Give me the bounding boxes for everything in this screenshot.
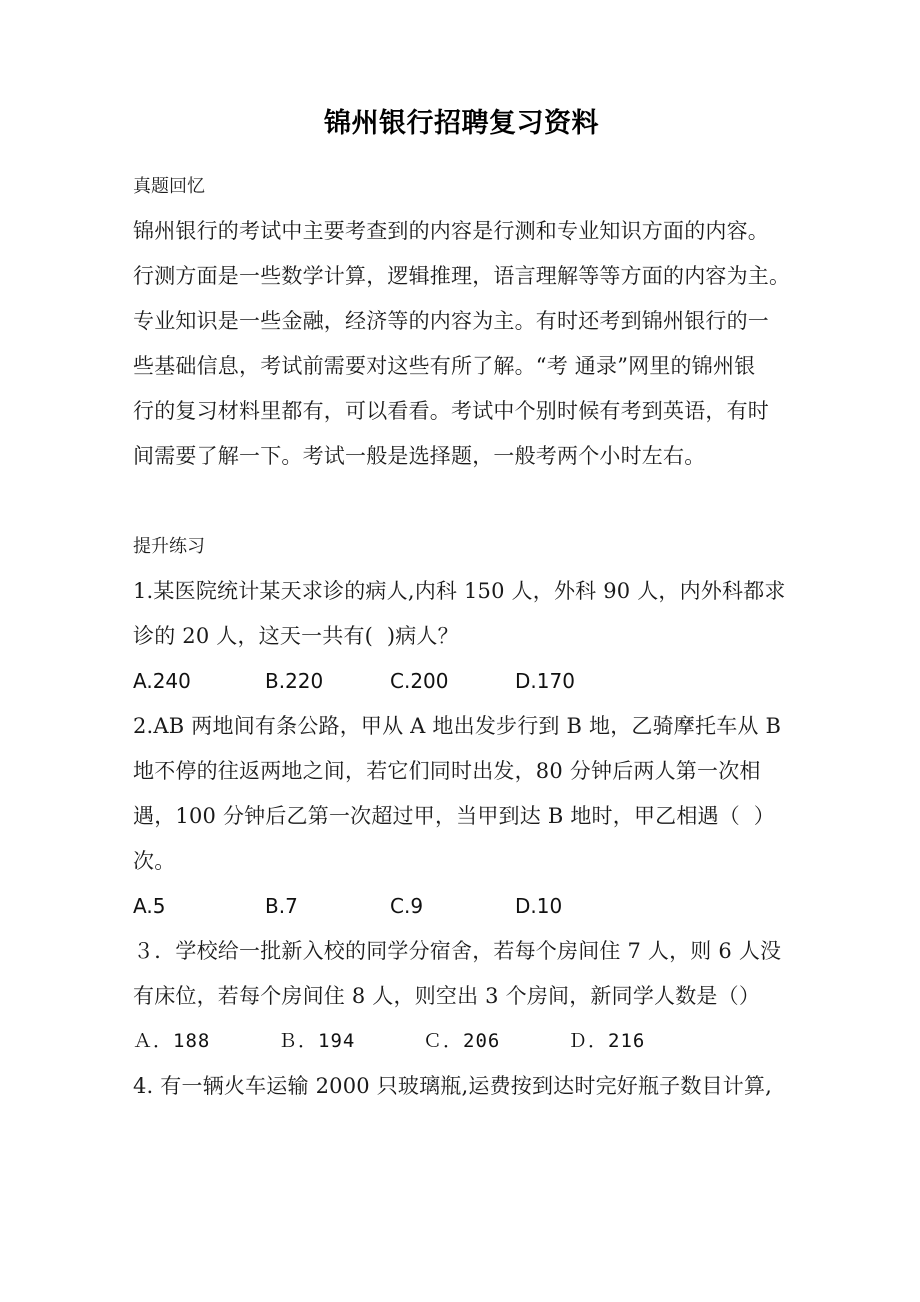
paragraph-line: 锦州银行的考试中主要考查到的内容是行测和专业知识方面的内容。	[133, 219, 769, 243]
section-gap	[133, 479, 790, 524]
option-a[interactable]: Ａ．188	[133, 1030, 211, 1052]
paragraph-line: 行的复习材料里都有，可以看看。考试中个别时候有考到英语，有时	[133, 399, 769, 423]
option-d[interactable]: Ｄ．216	[568, 1030, 646, 1052]
option-b[interactable]: B.220	[265, 669, 324, 693]
question-line: 诊的 20 人，这天一共有( )病人？	[133, 624, 459, 648]
paragraph-line: 专业知识是一些金融，经济等的内容为主。有时还考到锦州银行的一	[133, 309, 769, 333]
paragraph-line: 些基础信息，考试前需要对这些有所了解。“考 通录”网里的锦州银	[133, 354, 756, 378]
question-line: 4. 有一辆火车运输 2000 只玻璃瓶,运费按到达时完好瓶子数目计算,	[133, 1074, 773, 1098]
question-line: 1.某医院统计某天求诊的病人,内科 150 人，外科 90 人，内外科都求	[133, 579, 786, 603]
title-spacer	[133, 144, 790, 164]
paragraph-line: 间需要了解一下。考试一般是选择题，一般考两个小时左右。	[133, 444, 706, 468]
section-practice	[133, 524, 790, 1109]
question-line: 地不停的往返两地之间，若它们同时出发，80 分钟后两人第一次相	[133, 759, 761, 783]
option-c[interactable]: Ｃ．206	[423, 1030, 501, 1052]
question-line: 次。	[133, 849, 176, 873]
page-title: 锦州银行招聘复习资料	[324, 108, 599, 139]
option-row	[133, 884, 790, 929]
question-line: 遇，100 分钟后乙第一次超过甲，当甲到达 B 地时，甲乙相遇（ ）	[133, 804, 775, 828]
option-row	[133, 659, 790, 704]
question-line: ３．学校给一批新入校的同学分宿舍，若每个房间住 7 人，则 6 人没	[133, 939, 782, 963]
option-a[interactable]: A.5	[133, 894, 166, 918]
option-d[interactable]: D.10	[515, 894, 563, 918]
question-line: 2.AB 两地间有条公路，甲从 A 地出发步行到 B 地，乙骑摩托车从 B	[133, 714, 782, 738]
section-heading-real-questions: 真题回忆	[133, 176, 205, 197]
paragraph-line: 行测方面是一些数学计算，逻辑推理，语言理解等等方面的内容为主。	[133, 264, 791, 288]
option-a[interactable]: A.240	[133, 669, 191, 693]
question-line: 有床位，若每个房间住 8 人，则空出 3 个房间，新同学人数是（）	[133, 984, 761, 1008]
option-c[interactable]: C.9	[390, 894, 424, 918]
section-heading-practice: 提升练习	[133, 536, 205, 557]
option-b[interactable]: Ｂ．194	[278, 1030, 356, 1052]
section-real-questions	[133, 164, 790, 479]
option-c[interactable]: C.200	[390, 669, 449, 693]
option-row	[133, 1019, 790, 1064]
option-d[interactable]: D.170	[515, 669, 575, 693]
option-b[interactable]: B.7	[265, 894, 298, 918]
